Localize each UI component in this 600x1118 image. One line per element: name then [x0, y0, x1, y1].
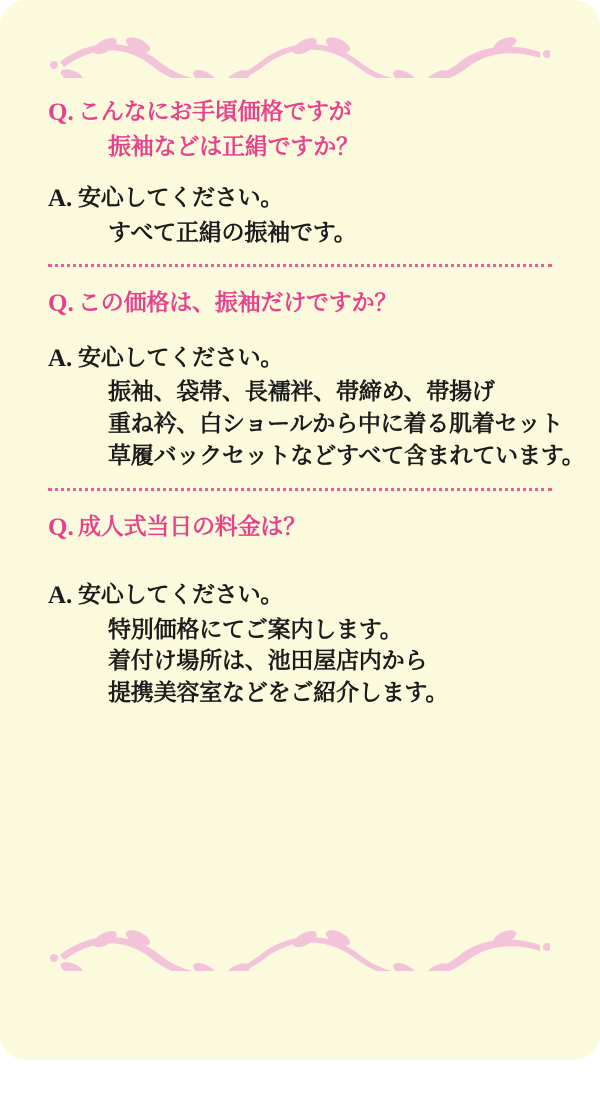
answer-text: 特別価格にてご案内します。 [108, 615, 403, 642]
faq-item-2 [48, 287, 585, 471]
dotted-divider [48, 264, 552, 267]
answer-text: 草履バックセットなどすべて含まれています。 [108, 441, 585, 468]
answer-text: 振袖、袋帯、長襦袢、帯締め、帯揚げ [108, 378, 495, 405]
question-line [48, 131, 552, 163]
answer-line [48, 440, 585, 472]
faq-item-1 [48, 96, 552, 248]
vine-divider-bottom-icon [50, 925, 550, 971]
answer-line [48, 677, 552, 709]
answer-line [48, 614, 552, 646]
faq-question-1 [48, 96, 552, 162]
answer-line [48, 645, 552, 677]
faq-content [0, 96, 600, 725]
answer-marker: A. [48, 582, 73, 610]
question-line [48, 511, 552, 546]
question-text: 成人式当日の料金は？ [78, 512, 307, 539]
answer-text: 安心してください。 [78, 184, 284, 211]
faq-answer-3 [48, 579, 552, 709]
answer-line [48, 342, 552, 377]
answer-text: 重ね衿、白ショールから中に着る肌着セット [108, 410, 564, 437]
answer-line [48, 408, 564, 440]
dotted-divider [48, 488, 552, 491]
answer-line [48, 376, 552, 408]
question-marker: Q. [48, 513, 74, 541]
question-marker: Q. [48, 290, 74, 318]
question-line [48, 287, 552, 322]
faq-question-2 [48, 287, 552, 322]
answer-text: 着付け場所は、池田屋店内から [108, 647, 428, 674]
answer-text: 安心してください。 [78, 581, 284, 608]
question-marker: Q. [48, 99, 74, 126]
faq-question-3 [48, 511, 552, 546]
vine-divider-top-icon [50, 32, 550, 78]
answer-line [48, 217, 552, 249]
question-text: 振袖などは正絹ですか？ [108, 132, 359, 159]
question-text: こんなにお手頃価格ですが [78, 98, 352, 124]
answer-text: すべて正絹の振袖です。 [108, 218, 357, 245]
question-text: この価格は、振袖だけですか？ [78, 289, 398, 316]
question-line [48, 96, 552, 131]
answer-text: 安心してください。 [78, 343, 284, 370]
faq-item-3 [48, 511, 552, 709]
answer-marker: A. [48, 185, 73, 213]
answer-text: 提携美容室などをご紹介します。 [108, 679, 449, 706]
faq-answer-2 [48, 342, 585, 472]
answer-line [48, 182, 552, 217]
answer-line [48, 579, 552, 614]
answer-marker: A. [48, 344, 73, 372]
faq-answer-1 [48, 182, 552, 248]
